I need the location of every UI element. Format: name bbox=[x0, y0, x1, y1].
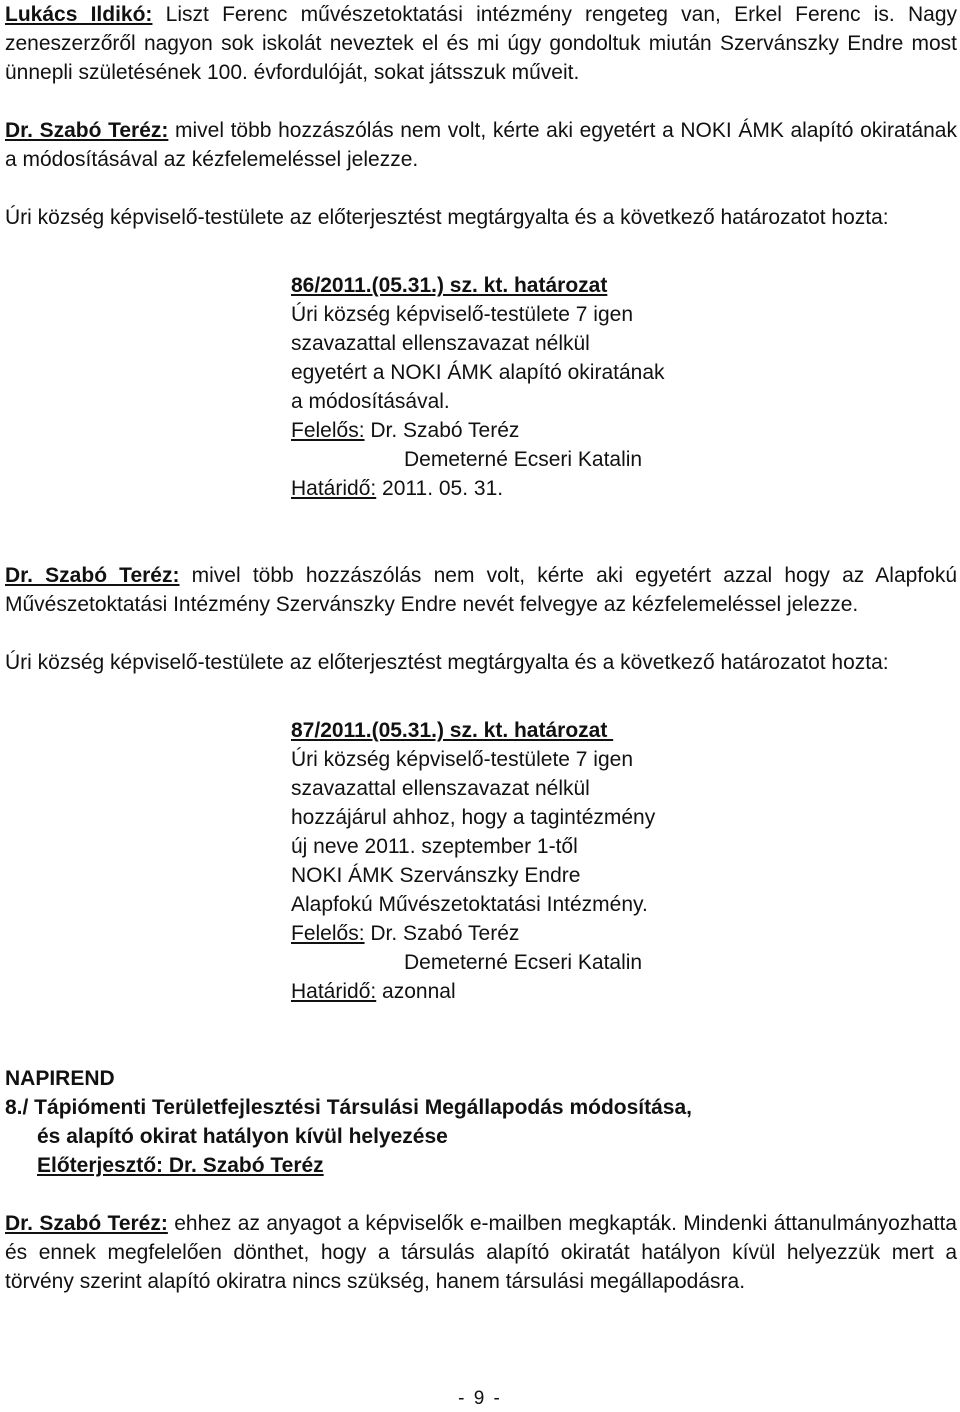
resolution-line: hozzájárul ahhoz, hogy a tagintézmény bbox=[291, 806, 656, 829]
page-number: - 9 - bbox=[458, 1388, 502, 1409]
deadline-value: 2011. 05. 31. bbox=[376, 477, 504, 500]
responsible-name-2: Demeterné Ecseri Katalin bbox=[404, 448, 643, 471]
resolution-line: Alapfokú Művészetoktatási Intézmény. bbox=[291, 893, 648, 916]
agenda-heading: NAPIREND bbox=[5, 1067, 115, 1090]
speaker-name: Lukács Ildikó: bbox=[5, 3, 153, 26]
paragraph-text: ehhez az anyagot a képviselők e-mailben megkapták. Mindenki áttanulmányozhatta és ennek megfelelően dönthet, hogy a társulás alapító okiratát hatályon kívül helyezzük mert a törvény szerint alapító okiratra nincs szükség, hanem társulási megállapodásra. bbox=[5, 1212, 957, 1293]
speaker-name: Dr. Szabó Teréz: bbox=[5, 119, 169, 142]
resolution-line: szavazattal ellenszavazat nélkül bbox=[291, 777, 590, 800]
paragraph-lukacs bbox=[5, 0, 957, 87]
resolution-title: 87/2011.(05.31.) sz. kt. határozat bbox=[291, 719, 614, 742]
responsible-name: Dr. Szabó Teréz bbox=[364, 419, 520, 442]
resolution-line: Úri község képviselő-testülete 7 igen bbox=[291, 748, 634, 771]
resolution-line: a módosításával. bbox=[291, 390, 450, 413]
resolution-line: NOKI ÁMK Szervánszky Endre bbox=[291, 864, 581, 887]
resolution-86 bbox=[291, 271, 851, 503]
paragraph-decision-intro-2 bbox=[5, 648, 957, 677]
paragraph-text: Úri község képviselő-testülete az előterjesztést megtárgyalta és a következő határozatot hozta: bbox=[5, 651, 889, 674]
resolution-line: szavazattal ellenszavazat nélkül bbox=[291, 332, 590, 355]
responsible-name-2: Demeterné Ecseri Katalin bbox=[404, 951, 643, 974]
agenda-item-subtitle: és alapító okirat hatályon kívül helyezése bbox=[37, 1125, 448, 1148]
paragraph-szabo-1 bbox=[5, 116, 957, 174]
agenda-section bbox=[5, 1064, 957, 1180]
paragraph-text: Liszt Ferenc művészetoktatási intézmény rengeteg van, Erkel Ferenc is. Nagy zeneszerzőről nagyon sok iskolát neveztek el és mi úgy gondoltuk miután Szervánszky Endre most ünnepli születésének 100. évfordulóját, sokat játsszuk műveit. bbox=[5, 3, 957, 84]
resolution-line: Úri község képviselő-testülete 7 igen bbox=[291, 303, 634, 326]
agenda-presenter: Előterjesztő: Dr. Szabó Teréz bbox=[37, 1154, 324, 1177]
resolution-responsible bbox=[291, 416, 851, 445]
responsible-label: Felelős: bbox=[291, 419, 365, 442]
resolution-line: új neve 2011. szeptember 1-től bbox=[291, 835, 578, 858]
paragraph-szabo-3 bbox=[5, 1209, 957, 1296]
paragraph-text: mivel több hozzászólás nem volt, kérte aki egyetért a NOKI ÁMK alapító okiratának a módosításával az kézfelemeléssel jelezze. bbox=[5, 119, 957, 171]
document-page bbox=[5, 0, 957, 1296]
resolution-responsible bbox=[291, 919, 851, 948]
resolution-line: egyetért a NOKI ÁMK alapító okiratának bbox=[291, 361, 665, 384]
resolution-title: 86/2011.(05.31.) sz. kt. határozat bbox=[291, 274, 608, 297]
speaker-name: Dr. Szabó Teréz: bbox=[5, 564, 180, 587]
deadline-value: azonnal bbox=[376, 980, 456, 1003]
paragraph-szabo-2 bbox=[5, 561, 957, 619]
responsible-name: Dr. Szabó Teréz bbox=[364, 922, 520, 945]
deadline-label: Határidő: bbox=[291, 980, 377, 1003]
resolution-deadline bbox=[291, 474, 851, 503]
resolution-deadline bbox=[291, 977, 851, 1006]
speaker-name: Dr. Szabó Teréz: bbox=[5, 1212, 168, 1235]
paragraph-text: mivel több hozzászólás nem volt, kérte aki egyetért azzal hogy az Alapfokú Művészetoktatási Intézmény Szervánszky Endre nevét felvegye az kézfelemeléssel jelezze. bbox=[5, 564, 957, 616]
agenda-item-title: 8./ Tápiómenti Területfejlesztési Társulási Megállapodás módosítása, bbox=[5, 1096, 692, 1119]
paragraph-text: Úri község képviselő-testülete az előterjesztést megtárgyalta és a következő határozatot hozta: bbox=[5, 206, 889, 229]
resolution-87 bbox=[291, 716, 851, 1006]
responsible-label: Felelős: bbox=[291, 922, 365, 945]
paragraph-decision-intro-1 bbox=[5, 203, 957, 232]
deadline-label: Határidő: bbox=[291, 477, 377, 500]
